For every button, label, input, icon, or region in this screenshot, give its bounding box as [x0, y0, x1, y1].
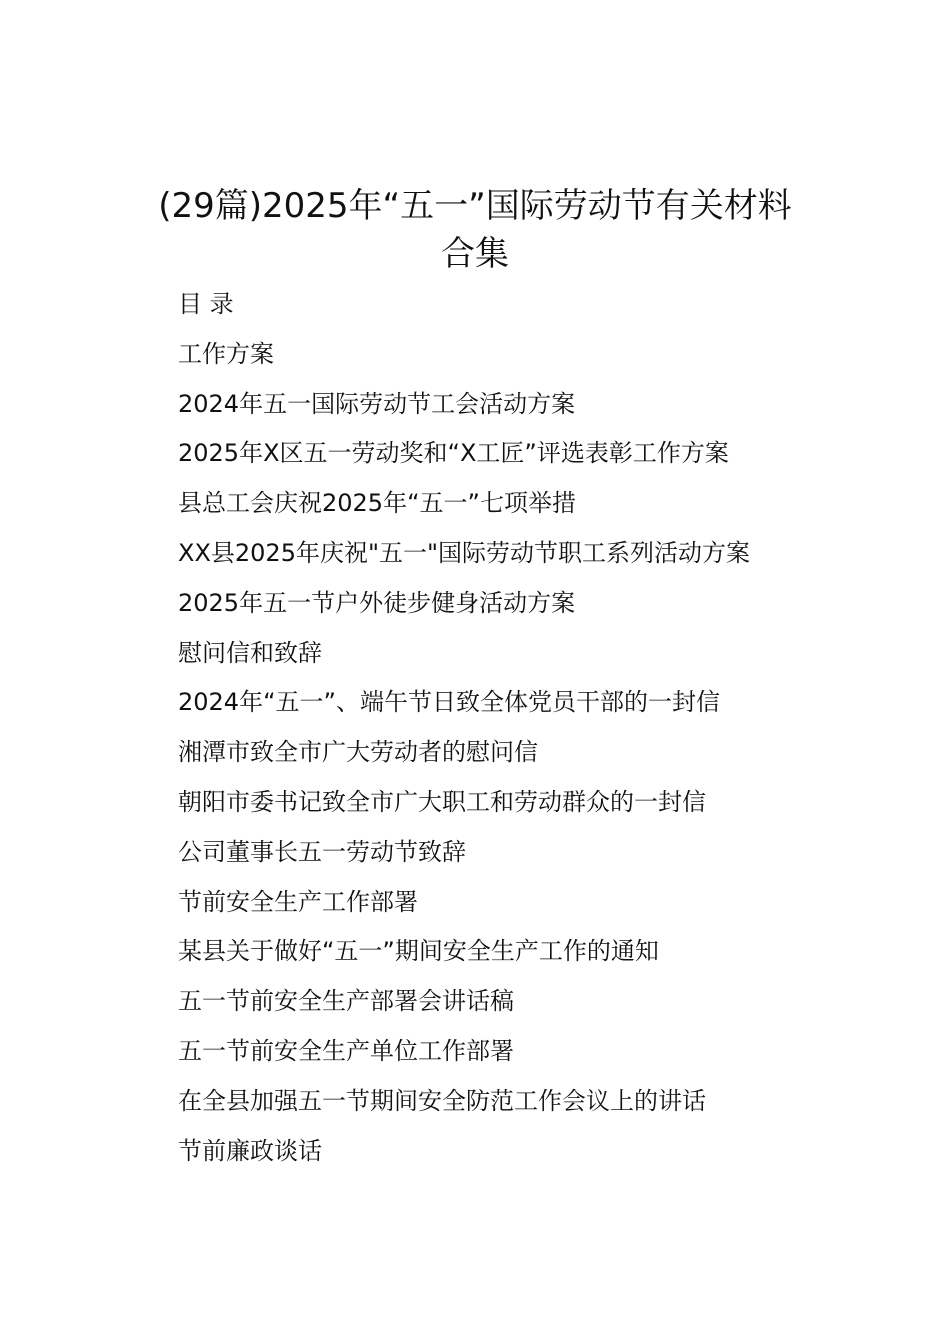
- toc-line: 湘潭市致全市广大劳动者的慰问信: [178, 738, 538, 767]
- toc-heading: 目 录: [178, 290, 234, 318]
- toc-line: 某县关于做好“五一”期间安全生产工作的通知: [178, 937, 659, 966]
- toc-line: 2025年五一节户外徒步健身活动方案: [178, 588, 576, 617]
- toc-line: 五一节前安全生产单位工作部署: [178, 1036, 514, 1065]
- toc-line: 节前廉政谈话: [178, 1136, 322, 1165]
- toc-line: 慰问信和致辞: [178, 638, 322, 667]
- toc-line: 公司董事长五一劳动节致辞: [178, 837, 466, 866]
- toc-line: 2025年X区五一劳动奖和“X工匠”评选表彰工作方案: [178, 439, 729, 468]
- toc-line: 县总工会庆祝2025年“五一”七项举措: [178, 489, 576, 518]
- title-line-2: 合集: [441, 234, 509, 274]
- toc-line: 工作方案: [178, 339, 274, 368]
- toc-line: 2024年“五一”、端午节日致全体党员干部的一封信: [178, 688, 720, 717]
- document-title: [60, 182, 890, 278]
- toc-line: 朝阳市委书记致全市广大职工和劳动群众的一封信: [178, 787, 706, 816]
- toc-line: 节前安全生产工作部署: [178, 887, 418, 916]
- toc-line: XX县2025年庆祝"五一"国际劳动节职工系列活动方案: [178, 538, 751, 567]
- table-of-contents: [178, 280, 878, 1176]
- toc-line: 在全县加强五一节期间安全防范工作会议上的讲话: [178, 1086, 706, 1115]
- title-line-1: (29篇)2025年“五一”国际劳动节有关材料: [158, 186, 792, 226]
- toc-line: 2024年五一国际劳动节工会活动方案: [178, 389, 576, 418]
- toc-line: 五一节前安全生产部署会讲话稿: [178, 987, 514, 1016]
